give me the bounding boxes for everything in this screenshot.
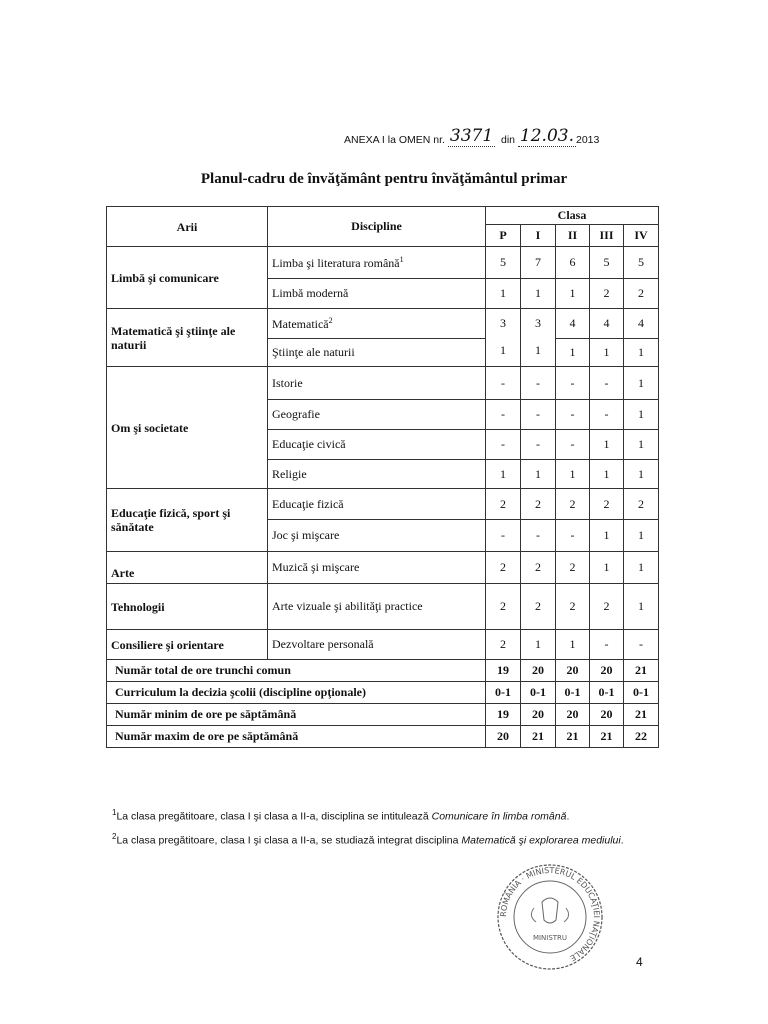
total-value: 0-1 [624, 682, 659, 704]
value-cell: 2 [556, 489, 590, 520]
grade-header: III [590, 225, 624, 247]
value-cell: 2 [590, 489, 624, 520]
header-clasa: Clasa [486, 207, 659, 225]
seal-ring-text: ROMÂNIA · MINISTERUL EDUCAŢIEI NAŢIONALE [498, 865, 602, 963]
value-cell: - [624, 630, 659, 660]
value-cell: 5 [624, 247, 659, 279]
value-cell: - [590, 630, 624, 660]
value-cell: 1 [590, 520, 624, 552]
discipline-cell: Istorie [268, 367, 486, 400]
value-cell: 1 [590, 430, 624, 460]
total-value: 22 [624, 726, 659, 748]
value-cell: 4 [556, 309, 590, 339]
value-cell: 1 [556, 630, 590, 660]
value-cell: - [486, 520, 521, 552]
total-label: Număr maxim de ore pe săptămână [107, 726, 486, 748]
value-cell: - [590, 400, 624, 430]
discipline-cell: Educaţie fizică [268, 489, 486, 520]
table-row [107, 630, 659, 660]
value-cell: 1 [590, 552, 624, 584]
total-value: 0-1 [521, 682, 556, 704]
header-arii: Arii [107, 207, 268, 247]
order-date: 12.03. [519, 126, 574, 146]
order-number: 3371 [449, 126, 494, 146]
total-value: 20 [521, 660, 556, 682]
annex-prefix: ANEXA I la OMEN nr. [344, 134, 445, 146]
total-value: 19 [486, 660, 521, 682]
table-row [107, 367, 659, 400]
area-cell: Om şi societate [107, 367, 268, 489]
value-cell: 4 [590, 309, 624, 339]
value-cell: 1 [624, 584, 659, 630]
table-row [107, 489, 659, 520]
value-cell: 1 [624, 460, 659, 489]
total-row [107, 726, 659, 748]
value-cell: 1 [624, 367, 659, 400]
page-number: 4 [636, 955, 643, 969]
seal-inner-text: MINISTRU [532, 934, 568, 942]
value-cell: 2 [521, 489, 556, 520]
value-cell: - [590, 367, 624, 400]
table-row [107, 309, 659, 339]
grade-header: II [556, 225, 590, 247]
value-cell: 1 [624, 430, 659, 460]
area-cell: Arte [107, 552, 268, 584]
value-cell: 3 [486, 309, 521, 339]
value-cell: - [556, 367, 590, 400]
value-cell: 1 [556, 339, 590, 367]
total-value: 20 [486, 726, 521, 748]
value-cell: 1 [590, 460, 624, 489]
total-row [107, 682, 659, 704]
value-cell: 2 [521, 552, 556, 584]
total-value: 20 [556, 660, 590, 682]
value-cell: 1 [486, 460, 521, 489]
discipline-cell: Arte vizuale şi abilităţi practice [268, 584, 486, 630]
discipline-cell: Matematică$^2$ [268, 309, 486, 339]
value-cell: 2 [486, 584, 521, 630]
grade-header: I [521, 225, 556, 247]
grade-header: IV [624, 225, 659, 247]
discipline-cell: Joc şi mişcare [268, 520, 486, 552]
total-value: 20 [556, 704, 590, 726]
discipline-cell: Limba şi literatura română$^1$ [268, 247, 486, 279]
value-cell: 2 [521, 584, 556, 630]
header-discipline: Discipline [268, 207, 486, 247]
table-row [107, 247, 659, 279]
value-cell: - [521, 400, 556, 430]
area-cell: Matematică şi ştiinţe ale naturii [107, 309, 268, 367]
value-cell: 1 [521, 339, 556, 367]
value-cell: 4 [624, 309, 659, 339]
grade-header: P [486, 225, 521, 247]
total-row [107, 660, 659, 682]
value-cell: - [521, 430, 556, 460]
value-cell: 1 [486, 279, 521, 309]
total-value: 20 [590, 660, 624, 682]
curriculum-table [106, 206, 659, 748]
value-cell: 6 [556, 247, 590, 279]
total-value: 21 [556, 726, 590, 748]
value-cell: 2 [590, 584, 624, 630]
value-cell: 2 [486, 630, 521, 660]
value-cell: - [556, 520, 590, 552]
total-label: Număr total de ore trunchi comun [107, 660, 486, 682]
value-cell: 5 [590, 247, 624, 279]
area-cell: Consiliere şi orientare [107, 630, 268, 660]
order-year: 2013 [576, 134, 600, 146]
total-value: 21 [521, 726, 556, 748]
area-cell: Limbă şi comunicare [107, 247, 268, 309]
discipline-cell: Geografie [268, 400, 486, 430]
value-cell: - [556, 400, 590, 430]
value-cell: - [521, 520, 556, 552]
value-cell: 7 [521, 247, 556, 279]
annex-header [344, 128, 664, 148]
total-value: 0-1 [486, 682, 521, 704]
value-cell: 1 [521, 279, 556, 309]
total-value: 21 [624, 704, 659, 726]
footnote-2: $^2$La clasa pregătitoare, clasa I şi clasa a II-a, se studiază integrat disciplina Matematică şi explorarea mediului. [112, 831, 624, 846]
value-cell: 2 [590, 279, 624, 309]
value-cell: 2 [556, 584, 590, 630]
value-cell: 1 [624, 339, 659, 367]
page-title: Planul-cadru de învăţământ pentru învăţământul primar [200, 171, 568, 187]
discipline-cell: Ştiinţe ale naturii [268, 339, 486, 367]
total-value: 21 [590, 726, 624, 748]
total-value: 21 [624, 660, 659, 682]
value-cell: 2 [624, 489, 659, 520]
discipline-cell: Limbă modernă [268, 279, 486, 309]
total-label: Curriculum la decizia şcolii (discipline opţionale) [107, 682, 486, 704]
ministry-seal-stamp [490, 862, 610, 972]
value-cell: 1 [624, 520, 659, 552]
value-cell: 3 [521, 309, 556, 339]
value-cell: 2 [486, 489, 521, 520]
din-label: din [500, 134, 515, 146]
value-cell: 2 [624, 279, 659, 309]
value-cell: - [486, 400, 521, 430]
total-label: Număr minim de ore pe săptămână [107, 704, 486, 726]
value-cell: 1 [624, 552, 659, 584]
value-cell: - [556, 430, 590, 460]
area-cell: Educaţie fizică, sport şi sănătate [107, 489, 268, 552]
total-value: 19 [486, 704, 521, 726]
value-cell: - [486, 367, 521, 400]
discipline-cell: Religie [268, 460, 486, 489]
total-value: 0-1 [590, 682, 624, 704]
value-cell: 1 [590, 339, 624, 367]
value-cell: 1 [624, 400, 659, 430]
value-cell: 1 [556, 460, 590, 489]
value-cell: 1 [521, 460, 556, 489]
value-cell: 5 [486, 247, 521, 279]
value-cell: 1 [521, 630, 556, 660]
value-cell: - [486, 430, 521, 460]
footnote-1: $^1$La clasa pregătitoare, clasa I şi clasa a II-a, disciplina se intitulează Comunicare în limba română. [112, 808, 570, 823]
total-value: 0-1 [556, 682, 590, 704]
table-row [107, 552, 659, 584]
total-value: 20 [590, 704, 624, 726]
value-cell: - [521, 367, 556, 400]
area-cell: Tehnologii [107, 584, 268, 630]
table-row [107, 584, 659, 630]
discipline-cell: Dezvoltare personală [268, 630, 486, 660]
footnotes [112, 806, 648, 853]
total-row [107, 704, 659, 726]
value-cell: 2 [486, 552, 521, 584]
total-value: 20 [521, 704, 556, 726]
value-cell: 1 [486, 339, 521, 367]
discipline-cell: Muzică şi mişcare [268, 552, 486, 584]
value-cell: 2 [556, 552, 590, 584]
discipline-cell: Educaţie civică [268, 430, 486, 460]
value-cell: 1 [556, 279, 590, 309]
